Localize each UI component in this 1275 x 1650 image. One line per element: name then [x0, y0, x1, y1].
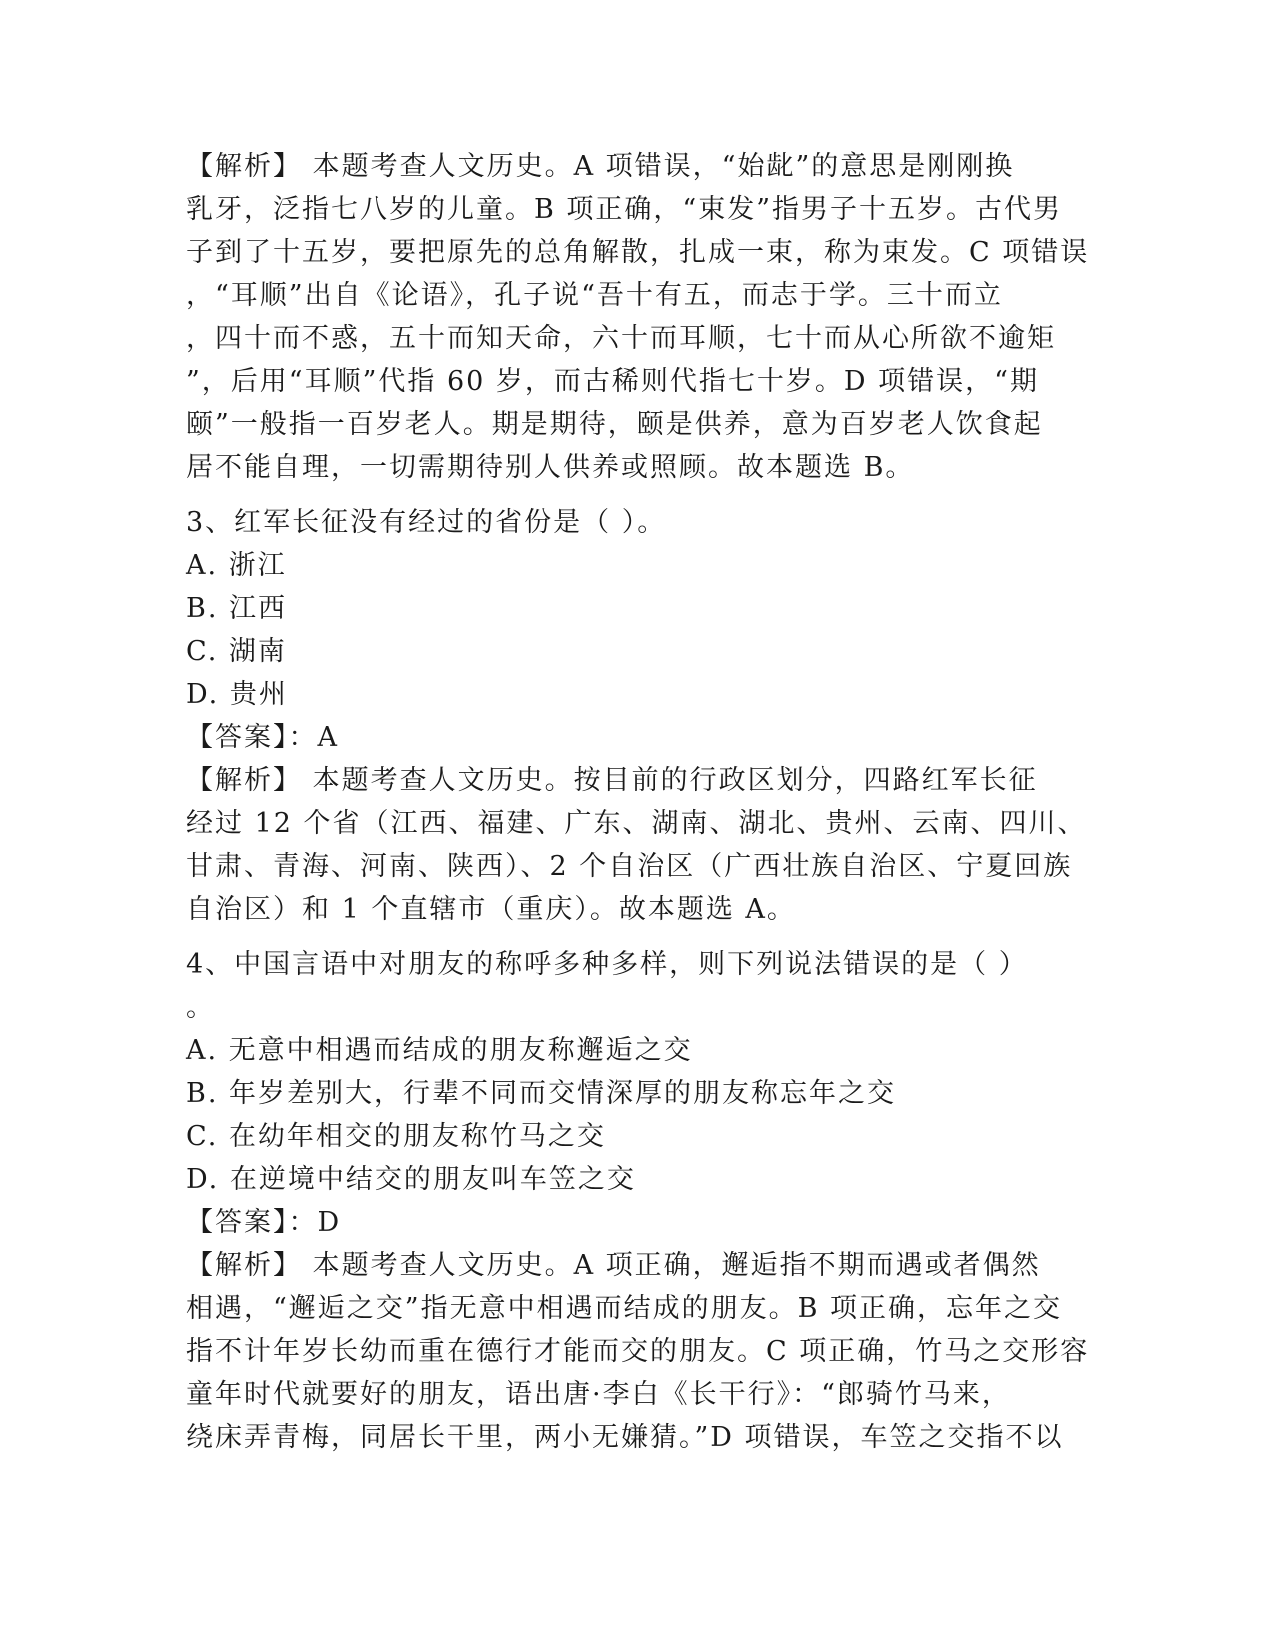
spacer	[186, 489, 1086, 501]
option-a: A. 无意中相遇而结成的朋友称邂逅之交	[186, 1035, 693, 1066]
option-c: C. 湖南	[186, 636, 287, 667]
analysis-line: ”，后用“耳顺”代指 60 岁，而古稀则代指七十岁。D 项错误，“期	[186, 366, 1039, 397]
question-3	[186, 501, 1086, 931]
analysis-line: ，四十而不惑，五十而知天命，六十而耳顺，七十而从心所欲不逾矩	[186, 323, 1056, 354]
analysis-line: 颐”一般指一百岁老人。期是期待，颐是供养，意为百岁老人饮食起	[186, 409, 1043, 440]
answer-line: 【答案】：D	[186, 1207, 342, 1238]
analysis-line: 相遇，“邂逅之交”指无意中相遇而结成的朋友。B 项正确，忘年之交	[186, 1293, 1063, 1324]
analysis-line: 【解析】 本题考查人文历史。A 项错误，“始龀”的意思是刚刚换	[186, 151, 1015, 182]
analysis-line: 子到了十五岁，要把原先的总角解散，扎成一束，称为束发。C 项错误	[186, 237, 1090, 268]
previous-analysis	[186, 145, 1090, 489]
option-c: C. 在幼年相交的朋友称竹马之交	[186, 1121, 606, 1152]
analysis-line: 绕床弄青梅，同居长干里，两小无嫌猜。”D 项错误，车笠之交指不以	[186, 1422, 1064, 1453]
analysis-line: 【解析】 本题考查人文历史。按目前的行政区划分，四路红军长征	[186, 765, 1038, 796]
option-b: B. 年岁差别大，行辈不同而交情深厚的朋友称忘年之交	[186, 1078, 897, 1109]
analysis-line: 甘肃、青海、河南、陕西）、2 个自治区（广西壮族自治区、宁夏回族	[186, 851, 1073, 882]
analysis-line: 经过 12 个省（江西、福建、广东、湖南、湖北、贵州、云南、四川、	[186, 808, 1087, 839]
question-text: 4、中国言语中对朋友的称呼多种多样，则下列说法错误的是（ ）	[186, 949, 1028, 980]
analysis-line: 乳牙，泛指七八岁的儿童。B 项正确，“束发”指男子十五岁。古代男	[186, 194, 1063, 225]
option-b: B. 江西	[186, 593, 288, 624]
analysis-line: ，“耳顺”出自《论语》，孔子说“吾十有五，而志于学。三十而立	[186, 280, 1003, 311]
analysis-line: 童年时代就要好的朋友，语出唐·李白《长干行》：“郎骑竹马来，	[186, 1379, 1011, 1410]
analysis-line: 指不计年岁长幼而重在德行才能而交的朋友。C 项正确，竹马之交形容	[186, 1336, 1090, 1367]
question-text-continued: 。	[186, 992, 215, 1023]
question-4	[186, 943, 1090, 1459]
option-a: A. 浙江	[186, 550, 287, 581]
question-text: 3、红军长征没有经过的省份是（ ）。	[186, 507, 667, 538]
document-page	[186, 145, 1090, 1459]
option-d: D. 贵州	[186, 679, 288, 710]
analysis-line: 自治区）和 1 个直辖市（重庆）。故本题选 A。	[186, 894, 796, 925]
option-d: D. 在逆境中结交的朋友叫车笠之交	[186, 1164, 636, 1195]
analysis-line: 居不能自理，一切需期待别人供养或照顾。故本题选 B。	[186, 452, 915, 483]
analysis-line: 【解析】 本题考查人文历史。A 项正确，邂逅指不期而遇或者偶然	[186, 1250, 1041, 1281]
spacer	[186, 931, 1086, 943]
answer-line: 【答案】：A	[186, 722, 339, 753]
